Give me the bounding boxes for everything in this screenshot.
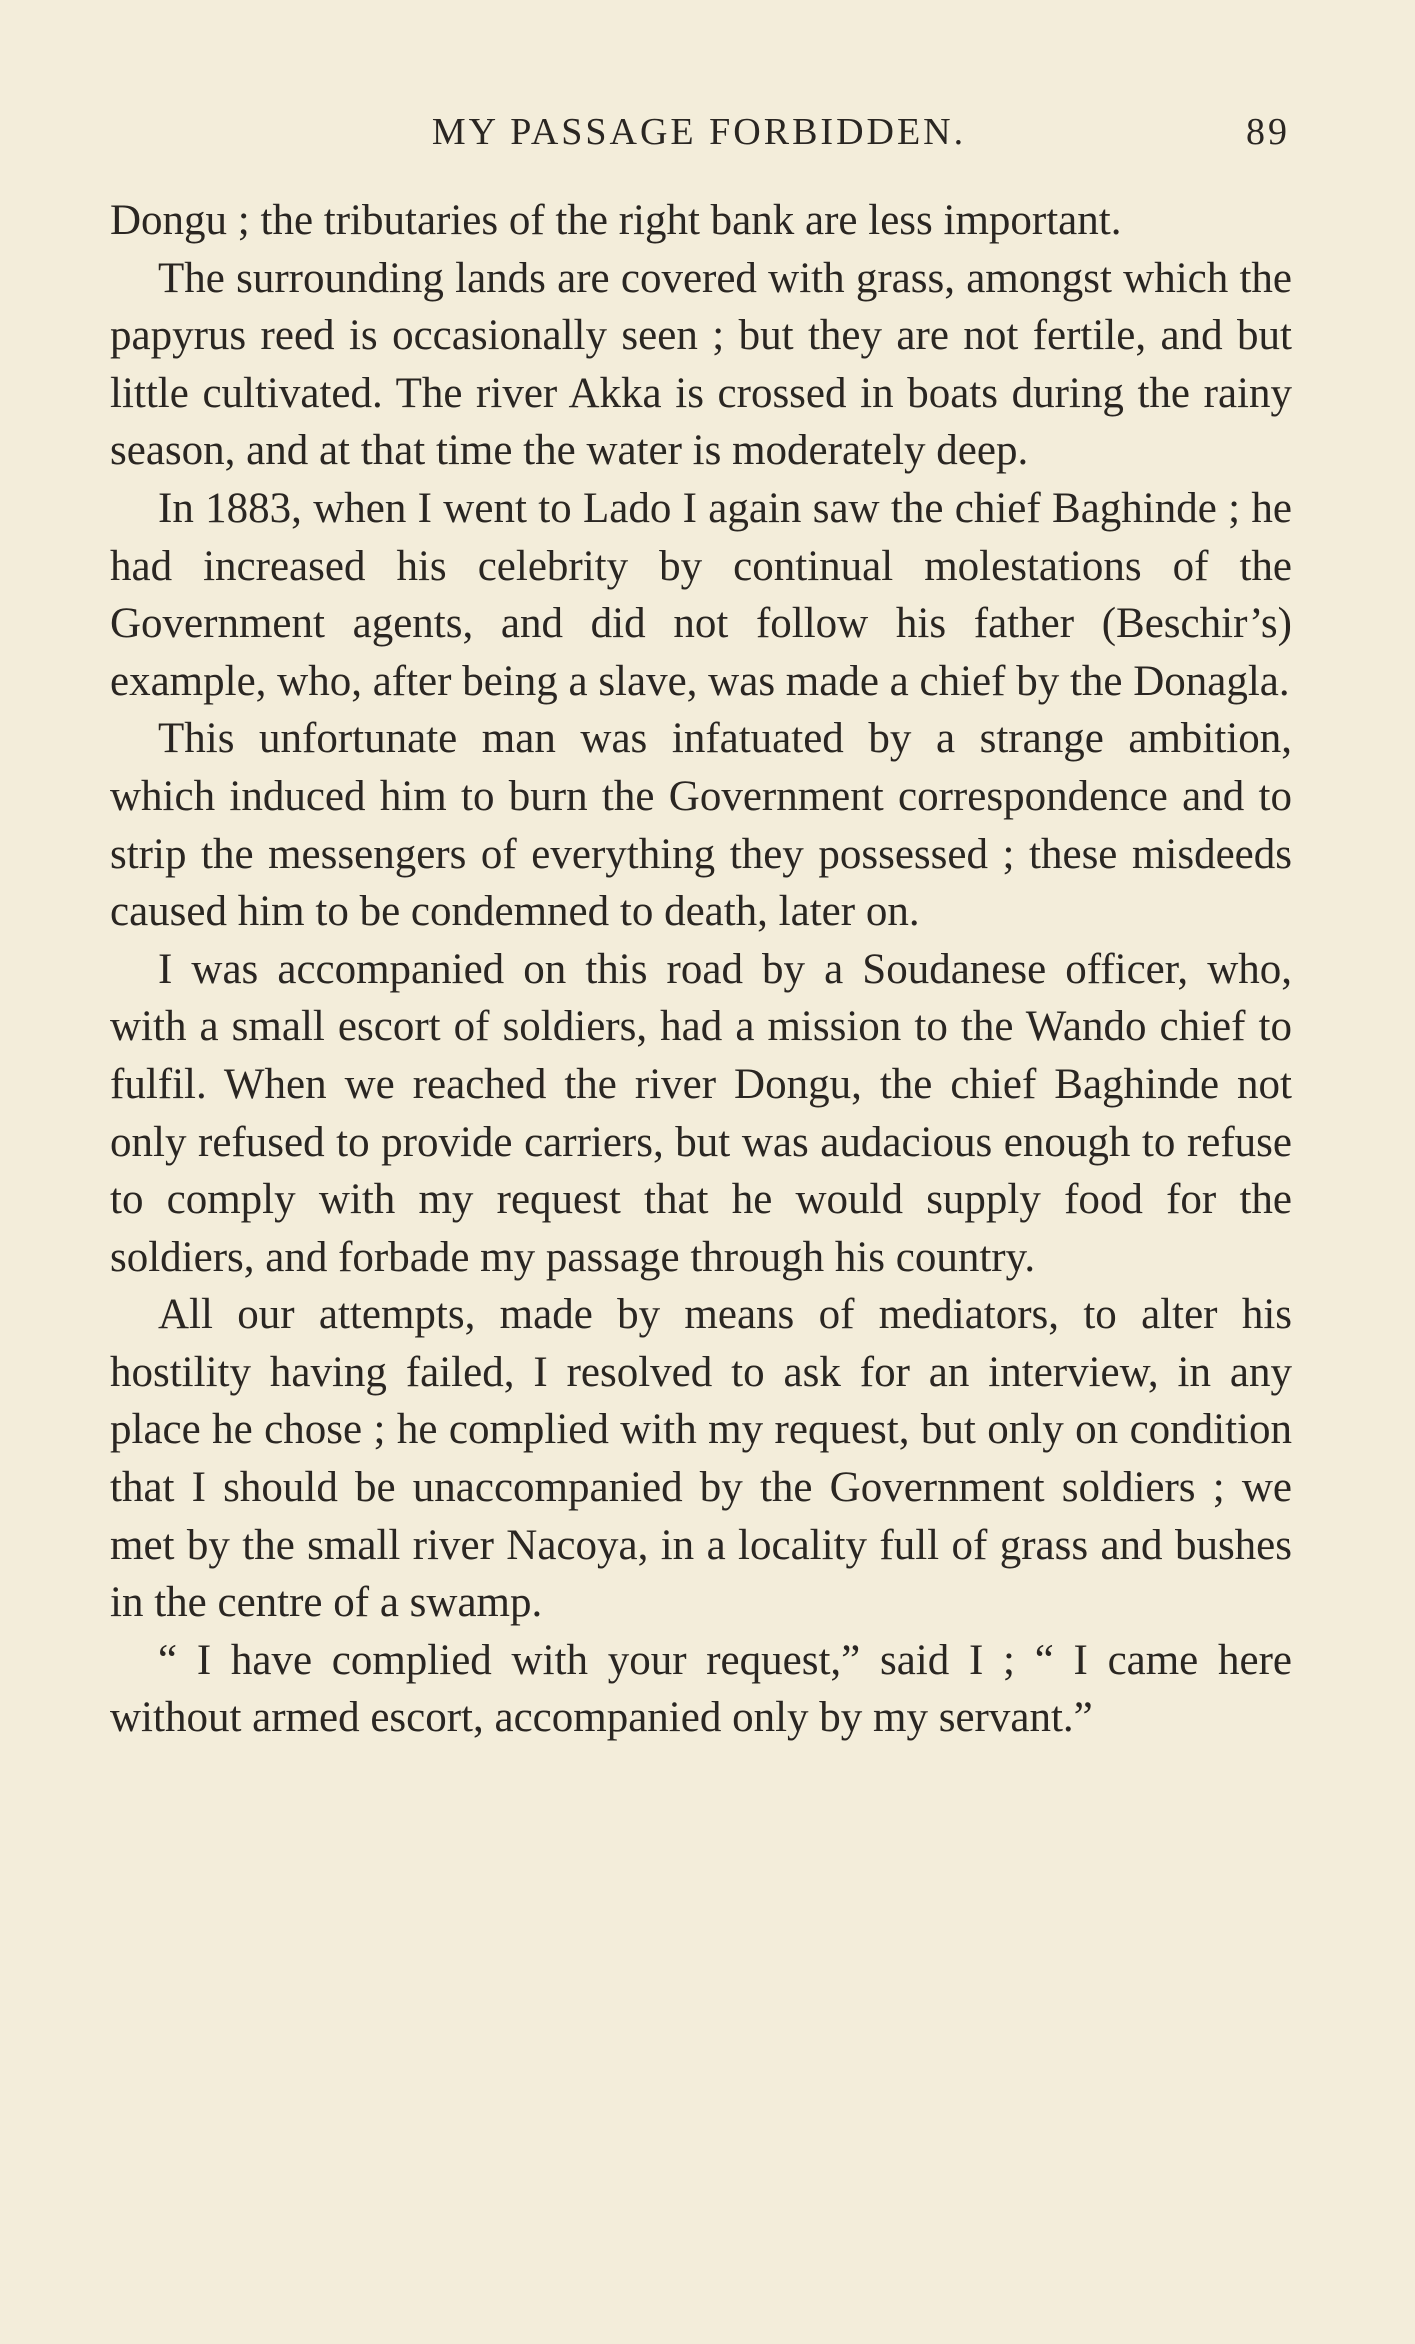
paragraph-7: “ I have complied with your request,” said I ; “ I came here without armed escort, accompanied only by my servant.” [110,1636,1292,1742]
chapter-running-title: MY PASSAGE FORBIDDEN. [431,111,967,153]
paragraph-4: This unfortunate man was infatuated by a strange ambition, which induced him to burn the Government correspondence and to strip the messengers of everything they possessed ; these misdeeds caused him to be condemned to death, later on. [110,715,1292,936]
paragraph-2: The surrounding lands are covered with grass, amongst which the papyrus reed is occasionally seen ; but they are not fertile, and but little cultivated. The river Akka is crossed in boats during the rainy season, and at that time the water is moderately deep. [110,254,1292,475]
paragraph-3: In 1883, when I went to Lado I again saw the chief Baghinde ; he had increased his celebrity by continual molestations of the Government agents, and did not follow his father (Beschir’s) example, who, after being a slave, was made a chief by the Donagla. [110,484,1292,705]
page-number: 89 [1246,111,1290,153]
paragraph-6: All our attempts, made by means of mediators, to alter his hostility having failed, I resolved to ask for an interview, in any place he chose ; he complied with my request, but only on condition that I should be unaccompanied by the Government soldiers ; we met by the small river Nacoya, in a locality full of grass and bushes in the centre of a swamp. [110,1291,1292,1627]
paragraph-1: Dongu ; the tributaries of the right bank are less important. [110,197,1122,244]
paragraph-5: I was accompanied on this road by a Soudanese officer, who, with a small escort of soldiers, had a mission to the Wando chief to fulfil. When we reached the river Dongu, the chief Baghinde not only refused to provide carriers, but was audacious enough to refuse to comply with my request that he would supply food for the soldiers, and forbade my passage through his country. [110,945,1292,1281]
body-text [110,192,1292,1747]
running-head [108,110,1290,160]
